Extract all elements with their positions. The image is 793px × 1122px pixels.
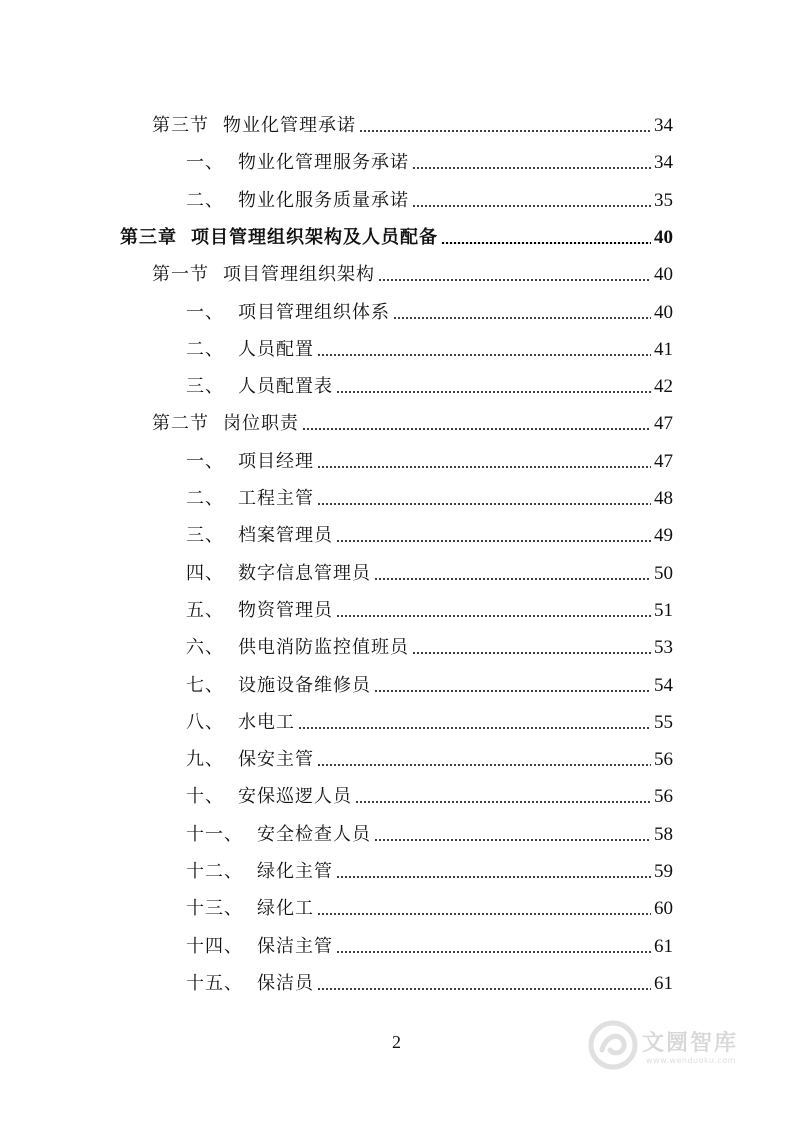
dot-leader bbox=[374, 690, 651, 692]
toc-entry[interactable] bbox=[186, 921, 673, 958]
toc-entry-label: 安全检查人员 bbox=[257, 823, 371, 845]
dot-leader bbox=[336, 951, 651, 953]
dot-leader bbox=[317, 503, 651, 505]
page-number: 2 bbox=[392, 1032, 401, 1052]
toc-entry-label: 项目经理 bbox=[238, 450, 314, 472]
dot-leader bbox=[412, 167, 651, 169]
toc-entry-title bbox=[186, 190, 409, 212]
toc-entry-title bbox=[186, 563, 371, 585]
toc-entry[interactable] bbox=[186, 175, 673, 212]
dot-leader bbox=[374, 578, 651, 580]
toc-entry-page: 59 bbox=[654, 861, 673, 882]
toc-entry-title bbox=[186, 525, 333, 547]
toc-entry[interactable] bbox=[152, 100, 673, 137]
toc-entry[interactable] bbox=[186, 436, 673, 473]
toc-entry-title bbox=[186, 637, 409, 659]
toc-entry-label: 档案管理员 bbox=[238, 525, 333, 547]
toc-entry-number: 第二节 bbox=[152, 413, 209, 435]
toc-entry-title bbox=[186, 600, 333, 622]
toc-entry-page: 34 bbox=[654, 152, 673, 174]
toc-entry-number: 第三节 bbox=[152, 115, 209, 136]
toc-entry-page: 41 bbox=[654, 338, 673, 360]
toc-entry-page: 42 bbox=[654, 376, 673, 398]
toc-entry-title bbox=[186, 152, 409, 174]
toc-entry-page: 56 bbox=[654, 749, 673, 771]
toc-entry[interactable] bbox=[186, 883, 673, 920]
dot-leader bbox=[298, 727, 651, 729]
toc-entry-title bbox=[186, 675, 371, 697]
toc-entry[interactable] bbox=[186, 324, 673, 361]
dot-leader bbox=[378, 279, 651, 281]
toc-entry[interactable] bbox=[186, 771, 673, 808]
toc-entry-title bbox=[186, 824, 371, 846]
toc-entry-label: 绿化工 bbox=[257, 898, 314, 920]
toc-entry-number: 二、 bbox=[186, 189, 224, 211]
dot-leader bbox=[336, 615, 651, 617]
toc-entry-page: 40 bbox=[654, 226, 673, 248]
toc-entry-label: 物业化管理承诺 bbox=[223, 115, 356, 136]
toc-entry-number: 十二、 bbox=[186, 861, 243, 882]
toc-entry-label: 人员配置 bbox=[238, 338, 314, 360]
toc-entry-page: 40 bbox=[654, 301, 673, 323]
toc-entry[interactable] bbox=[186, 622, 673, 659]
toc-entry-number: 十一、 bbox=[186, 823, 243, 845]
toc-entry-title bbox=[186, 936, 333, 958]
toc-entry-title bbox=[186, 376, 333, 398]
toc-entry-label: 项目管理组织架构 bbox=[223, 264, 375, 286]
dot-leader bbox=[412, 205, 651, 207]
toc-entry-label: 供电消防监控值班员 bbox=[238, 637, 409, 659]
toc-entry[interactable] bbox=[186, 510, 673, 547]
toc-entry-label: 保洁员 bbox=[257, 972, 314, 994]
toc-entry-page: 47 bbox=[654, 413, 673, 435]
toc-entry-page: 47 bbox=[654, 450, 673, 472]
toc-entry[interactable] bbox=[186, 697, 673, 734]
toc-entry-page: 49 bbox=[654, 525, 673, 547]
dot-leader bbox=[302, 428, 651, 430]
toc-entry[interactable] bbox=[186, 660, 673, 697]
toc-entry-label: 项目管理组织架构及人员配备 bbox=[191, 226, 438, 248]
dot-leader bbox=[336, 876, 651, 878]
toc-entry-title bbox=[186, 861, 333, 883]
dot-leader bbox=[336, 540, 651, 542]
dot-leader bbox=[317, 913, 651, 915]
toc-entry-label: 岗位职责 bbox=[223, 413, 299, 435]
dot-leader bbox=[374, 839, 651, 841]
toc-entry-number: 七、 bbox=[186, 674, 224, 696]
toc-entry-number: 二、 bbox=[186, 338, 224, 360]
toc-entry-number: 第一节 bbox=[152, 264, 209, 286]
toc-entry-page: 61 bbox=[654, 935, 673, 957]
toc-entry-title bbox=[186, 973, 314, 995]
toc-entry-label: 保洁主管 bbox=[257, 935, 333, 957]
toc-entry-label: 水电工 bbox=[238, 711, 295, 733]
toc-entry-number: 九、 bbox=[186, 749, 224, 771]
toc-entry[interactable] bbox=[186, 137, 673, 174]
toc-entry-title bbox=[152, 413, 299, 435]
toc-entry-number: 一、 bbox=[186, 450, 224, 472]
toc-entry[interactable] bbox=[186, 734, 673, 771]
toc-entry-label: 人员配置表 bbox=[238, 376, 333, 398]
toc-entry-page: 58 bbox=[654, 823, 673, 845]
toc-entry-page: 48 bbox=[654, 488, 673, 509]
toc-entry-number: 六、 bbox=[186, 637, 224, 659]
toc-entry-label: 项目管理组织体系 bbox=[238, 301, 390, 323]
toc-entry-number: 十三、 bbox=[186, 898, 243, 920]
watermark bbox=[588, 1016, 758, 1072]
toc-entry-number: 十五、 bbox=[186, 972, 243, 994]
toc-entry-label: 物业化服务质量承诺 bbox=[238, 189, 409, 211]
toc-entry-title bbox=[186, 451, 314, 473]
watermark-brand: 文圐智库 bbox=[642, 1031, 739, 1056]
toc-entry[interactable] bbox=[186, 287, 673, 324]
toc-entry-title bbox=[186, 898, 314, 920]
toc-entry-page: 34 bbox=[654, 115, 673, 136]
toc-entry-title bbox=[152, 115, 356, 137]
toc-entry-label: 物资管理员 bbox=[238, 599, 333, 621]
toc-entry-number: 五、 bbox=[186, 599, 224, 621]
dot-leader bbox=[355, 801, 651, 803]
toc-entry-number: 一、 bbox=[186, 152, 224, 174]
toc-entry[interactable] bbox=[186, 846, 673, 883]
swirl-logo-icon bbox=[588, 1020, 638, 1070]
toc-entry[interactable] bbox=[152, 249, 673, 286]
toc-entry-page: 56 bbox=[654, 786, 673, 808]
toc-entry-number: 十、 bbox=[186, 786, 224, 808]
toc-entry-number: 四、 bbox=[186, 562, 224, 584]
dot-leader bbox=[336, 391, 651, 393]
toc-entry-title bbox=[186, 339, 314, 361]
toc-entry-label: 保安主管 bbox=[238, 749, 314, 771]
dot-leader bbox=[359, 130, 651, 132]
toc-entry-title bbox=[186, 712, 295, 734]
dot-leader bbox=[317, 764, 651, 766]
toc-entry-title bbox=[186, 488, 314, 510]
dot-leader bbox=[393, 317, 651, 319]
toc-entry[interactable] bbox=[152, 398, 673, 435]
toc-entry-title bbox=[152, 264, 375, 286]
dot-leader bbox=[412, 652, 651, 654]
toc-entry-label: 设施设备维修员 bbox=[238, 674, 371, 696]
toc-entry[interactable] bbox=[186, 809, 673, 846]
toc-entry[interactable] bbox=[186, 958, 673, 995]
toc-entry-page: 55 bbox=[654, 711, 673, 733]
toc-entry[interactable] bbox=[120, 212, 673, 249]
toc-entry-number: 二、 bbox=[186, 488, 224, 509]
dot-leader bbox=[441, 242, 651, 244]
toc-entry-title bbox=[120, 227, 438, 249]
toc-entry-page: 50 bbox=[654, 562, 673, 584]
toc-entry-page: 54 bbox=[654, 674, 673, 696]
toc-entry-page: 53 bbox=[654, 637, 673, 659]
toc-entry-label: 安保巡逻人员 bbox=[238, 786, 352, 808]
toc-entry-label: 工程主管 bbox=[238, 488, 314, 509]
toc-entry-number: 三、 bbox=[186, 525, 224, 547]
toc-entry-label: 物业化管理服务承诺 bbox=[238, 152, 409, 174]
toc-entry[interactable] bbox=[186, 548, 673, 585]
toc-entry-page: 60 bbox=[654, 898, 673, 920]
toc-entry-page: 40 bbox=[654, 264, 673, 286]
toc-entry-title bbox=[186, 302, 390, 324]
toc-entry-page: 51 bbox=[654, 599, 673, 621]
toc-entry-number: 八、 bbox=[186, 711, 224, 733]
toc-entry-number: 三、 bbox=[186, 376, 224, 398]
toc-entry[interactable] bbox=[186, 473, 673, 510]
watermark-url: www.wenduoku.com bbox=[646, 1056, 737, 1065]
dot-leader bbox=[317, 466, 651, 468]
toc-entry[interactable] bbox=[186, 585, 673, 622]
toc-entry-number: 第三章 bbox=[120, 226, 177, 248]
dot-leader bbox=[317, 354, 651, 356]
toc-entry-title bbox=[186, 749, 314, 771]
toc-entry-label: 数字信息管理员 bbox=[238, 562, 371, 584]
toc-entry-number: 十四、 bbox=[186, 935, 243, 957]
toc-entry[interactable] bbox=[186, 361, 673, 398]
toc-entry-page: 35 bbox=[654, 189, 673, 211]
toc-entry-label: 绿化主管 bbox=[257, 861, 333, 882]
toc-entry-number: 一、 bbox=[186, 301, 224, 323]
toc-entry-title bbox=[186, 786, 352, 808]
toc-entry-page: 61 bbox=[654, 972, 673, 994]
dot-leader bbox=[317, 988, 651, 990]
